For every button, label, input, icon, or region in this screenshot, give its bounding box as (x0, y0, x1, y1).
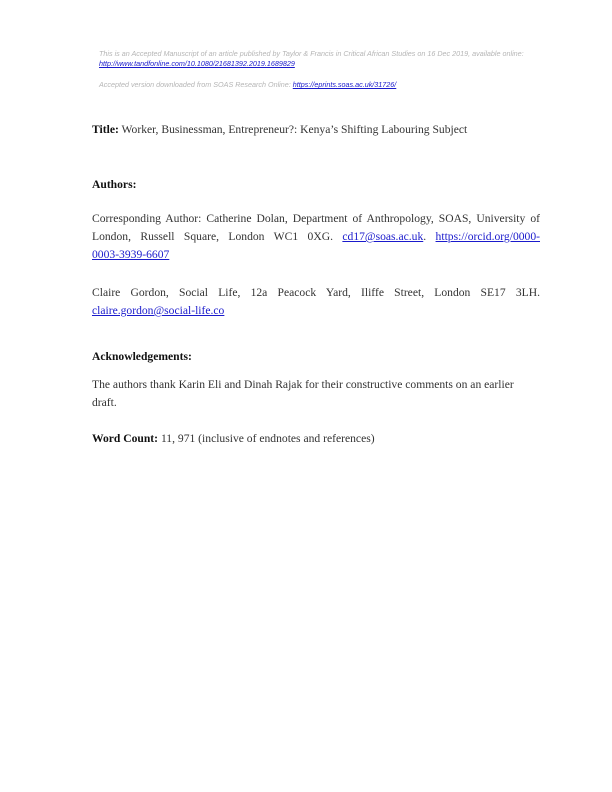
orcid-link-continued[interactable]: 0003-3939-6607 (92, 248, 170, 261)
acknowledgements-heading: Acknowledgements: (92, 350, 192, 363)
acknowledgements-line-1: The authors thank Karin Eli and Dinah Rajak for their constructive comments on an earlier (92, 378, 514, 391)
corresponding-line-2: London, Russell Square, London WC1 0XG. (92, 230, 333, 243)
doi-link[interactable]: http://www.tandfonline.com/10.1080/21681392.2019.1689829 (99, 59, 295, 68)
second-author-line-1: Claire Gordon, Social Life, 12a Peacock Yard, Iliffe Street, London SE17 3LH. (92, 286, 540, 299)
title-label: Title: (92, 123, 119, 136)
notice-line: This is an Accepted Manuscript of an article published by Taylor & Francis in Critical African Studies on 16 Dec 2019, available online: (99, 49, 524, 58)
acknowledgements-text (92, 376, 540, 412)
authors-heading: Authors: (92, 178, 137, 191)
orcid-link[interactable]: https://orcid.org/0000- (435, 230, 540, 243)
word-count-label: Word Count: (92, 432, 159, 445)
corresponding-line-1: Corresponding Author: Catherine Dolan, Department of Anthropology, SOAS, University of (92, 212, 540, 225)
eprint-link[interactable]: https://eprints.soas.ac.uk/31726/ (292, 80, 397, 89)
manuscript-notice (99, 49, 559, 90)
article-title: Worker, Businessman, Entrepreneur?: Kenya’s Shifting Labouring Subject (121, 123, 468, 136)
word-count-value: 11, 971 (inclusive of endnotes and references) (160, 432, 375, 445)
corresponding-author: Corresponding Author: Catherine Dolan, Department of Anthropology, SOAS, University of London, Russell Square, London WC1 0XG. cd17@soas.ac.uk. https://orcid.org/0000- 0003-3939-6607 (92, 212, 540, 261)
second-author (92, 284, 540, 320)
title-line (92, 121, 540, 139)
download-notice: Accepted version downloaded from SOAS Research Online: (99, 80, 291, 89)
corresponding-email-link[interactable]: cd17@soas.ac.uk (342, 230, 424, 243)
acknowledgements-line-2: draft. (92, 396, 117, 409)
word-count (92, 430, 540, 448)
second-author-email-link[interactable]: claire.gordon@social-life.co (92, 304, 225, 317)
